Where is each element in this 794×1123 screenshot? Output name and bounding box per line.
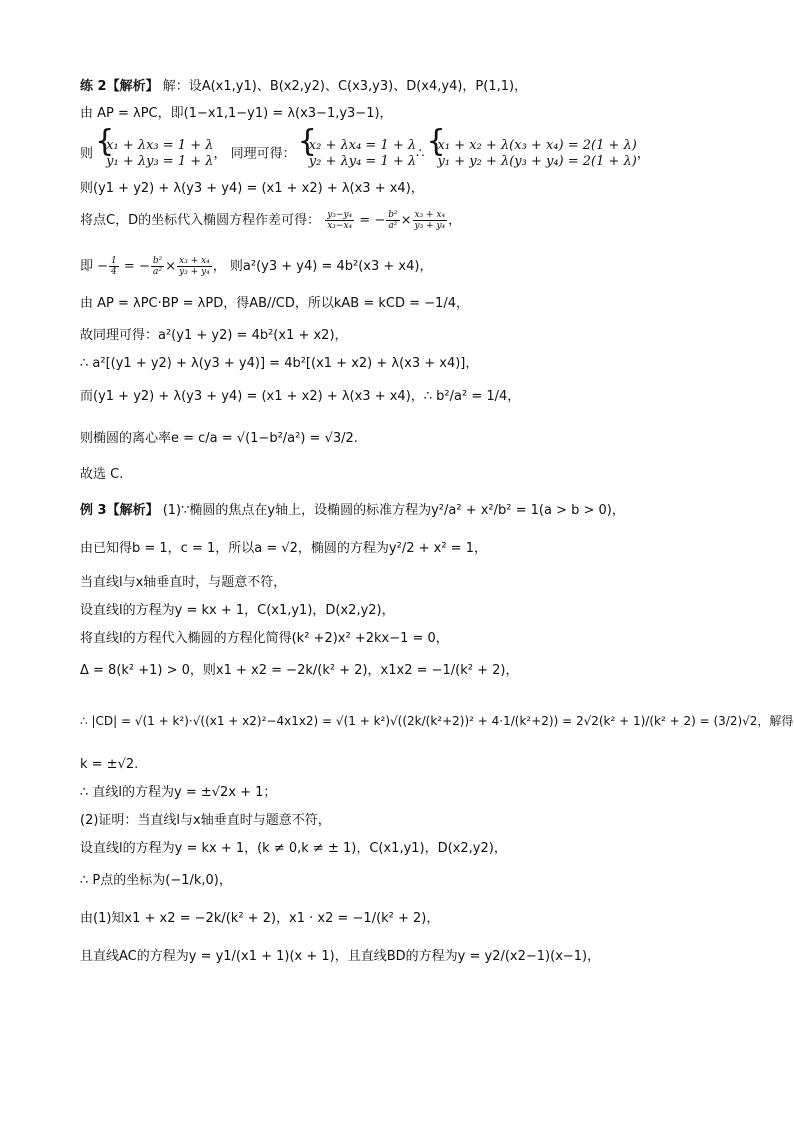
line-ac-bd-equations: 且直线AC的方程为y = y1/(x1 + 1)(x + 1)，且直线BD的方程为y = y2/(x2−1)(x−1)，: [80, 949, 601, 964]
eccentricity-result: 则椭圆的离心率e = c/a = √(1−b²/a²) = √3/2.: [80, 431, 358, 446]
line-22: [80, 812, 331, 830]
vector-relation: 由 AP = λPC，即(1−x1,1−y1) = λ(x3−1,y3−1)，: [80, 106, 393, 121]
line-26: [80, 948, 600, 966]
line-3: 则 { x₁ + λx₃ = 1 + λ y₁ + λy₃ = 1 + λ ， 同理可得： { x₂ + λx₄ = 1 + λ y₂ + λy₄ = 1 + λ ∴ { x₁ + x₂ + λ(x₃ + x₄) = 2(1 + λ) y₁ + y₂ + λ(y₃ + y₄) = 2(1 + λ) ，: [80, 138, 650, 170]
vieta-relations: Δ = 8(k² +1) > 0，则x1 + x2 = −2k/(k² + 2)，x1x2 = −1/(k² + 2)，: [80, 663, 519, 678]
chord-length: ∴ |CD| = √(1 + k²)·√((x1 + x2)²−4x1x2) = √(1 + k²)√((2k/(k²+2))² + 4·1/(k²+2)) = 2√2(k² + 1)/(k² + 2) = (3/2)√2，解得: [80, 714, 794, 728]
line-24: [80, 872, 232, 890]
line-6-prefix: 即: [80, 259, 94, 274]
system-1: { x₁ + λx₃ = 1 + λ y₁ + λy₃ = 1 + λ: [97, 138, 213, 170]
answer-choice: 故选 C.: [80, 467, 124, 482]
line-17-text: 将直线l的方程代入椭圆的方程化简得(k² +2)x² +2kx−1 = 0，: [80, 631, 449, 646]
line-15-text: 当直线l与x轴垂直时，与题意不符，: [80, 575, 287, 590]
example-3-heading: 例 3【解析】: [80, 503, 159, 518]
line-1: [80, 78, 527, 96]
line-5: 将点C，D的坐标代入椭圆方程作差可得： $\frac{\text{y₃−y₄}}{\text{x₃−x₄}}$ = − $\frac{\text{b²}}{\text{a²}}$ × $\frac{\text{x₃ + x₄}}{\text{y₃ + y₄}}$ ，: [80, 210, 462, 231]
sum-relation: 则(y1 + y2) + λ(y3 + y4) = (x1 + x2) + λ(x3 + x4)，: [80, 181, 424, 196]
k-solution: k = ±√2.: [80, 757, 139, 772]
line-6: 即 − $\frac{1}{4}$ = − $\frac{\text{b²}}{\text{a²}}$ × $\frac{\text{x₃ + x₄}}{\text{y₃ + y₄}}$ ， 则a²(y3 + y4) = 4b²(x3 + x4)，: [80, 256, 433, 277]
line-3-prefix: 则: [80, 146, 94, 162]
line-equation-result: ∴ 直线l的方程为y = ±√2x + 1；: [80, 785, 277, 800]
line-6-suffix: 则a²(y3 + y4) = 4b²(x3 + x4)，: [229, 259, 433, 274]
line-19: [80, 712, 793, 730]
ellipse-standard-form: (1)∵椭圆的焦点在y轴上，设椭圆的标准方程为y²/a² + x²/b² = 1(a > b > 0)，: [162, 503, 625, 518]
line-25: [80, 910, 439, 928]
proof-start: (2)证明：当直线l与x轴垂直时与题意不符，: [80, 813, 331, 828]
exercise-2-setup: 解：设A(x1,y1)、B(x2,y2)、C(x3,y3)、D(x4,y4)，P(1,1)，: [162, 79, 528, 94]
system-3: { x₁ + x₂ + λ(x₃ + x₄) = 2(1 + λ) y₁ + y₂ + λ(y₃ + y₄) = 2(1 + λ): [429, 138, 637, 170]
line-4: [80, 180, 424, 198]
line-7: [80, 295, 469, 313]
line-9-text: ∴ a²[(y1 + y2) + λ(y3 + y4)] = 4b²[(x1 + x2) + λ(x3 + x4)]，: [80, 356, 479, 371]
ellipse-equation: 由已知得b = 1，c = 1，所以a = √2，椭圆的方程为y²/2 + x² = 1，: [80, 541, 487, 556]
line-20: [80, 756, 138, 774]
line-15: [80, 574, 286, 592]
line-13: [80, 502, 625, 520]
exercise-2-heading: 练 2【解析】: [80, 79, 159, 94]
line-16: [80, 602, 395, 620]
line-10: [80, 388, 520, 406]
line-21: [80, 784, 276, 802]
line-8: [80, 327, 348, 345]
line-3-mid: 同理可得：: [230, 146, 296, 162]
line-23: [80, 840, 507, 858]
ratio-result: 而(y1 + y2) + λ(y3 + y4) = (x1 + x2) + λ(x3 + x4)，∴ b²/a² = 1/4，: [80, 389, 521, 404]
parallel-relation: 由 AP = λPC·BP = λPD，得AB//CD，所以kAB = kCD = −1/4，: [80, 296, 469, 311]
difference-text: 将点C，D的坐标代入椭圆方程作差可得：: [80, 213, 321, 228]
line-16-text: 设直线l的方程为y = kx + 1，C(x1,y1)，D(x2,y2)，: [80, 603, 395, 618]
line-18: [80, 662, 519, 680]
system-2: { x₂ + λx₄ = 1 + λ y₂ + λy₄ = 1 + λ: [300, 138, 416, 170]
line-14: [80, 540, 487, 558]
line-25-text: 由(1)知x1 + x2 = −2k/(k² + 2)，x1 · x2 = −1/(k² + 2)，: [80, 911, 440, 926]
line-2: [80, 105, 393, 123]
line-9: [80, 355, 478, 373]
point-p-coordinates: ∴ P点的坐标为(−1/k,0)，: [80, 873, 232, 888]
line-17: [80, 630, 449, 648]
line-12: [80, 466, 123, 484]
line-23-text: 设直线l的方程为y = kx + 1，(k ≠ 0,k ≠ ± 1)，C(x1,y1)，D(x2,y2)，: [80, 841, 507, 856]
line-8-text: 故同理可得：a²(y1 + y2) = 4b²(x1 + x2)，: [80, 328, 348, 343]
line-11: [80, 430, 358, 448]
